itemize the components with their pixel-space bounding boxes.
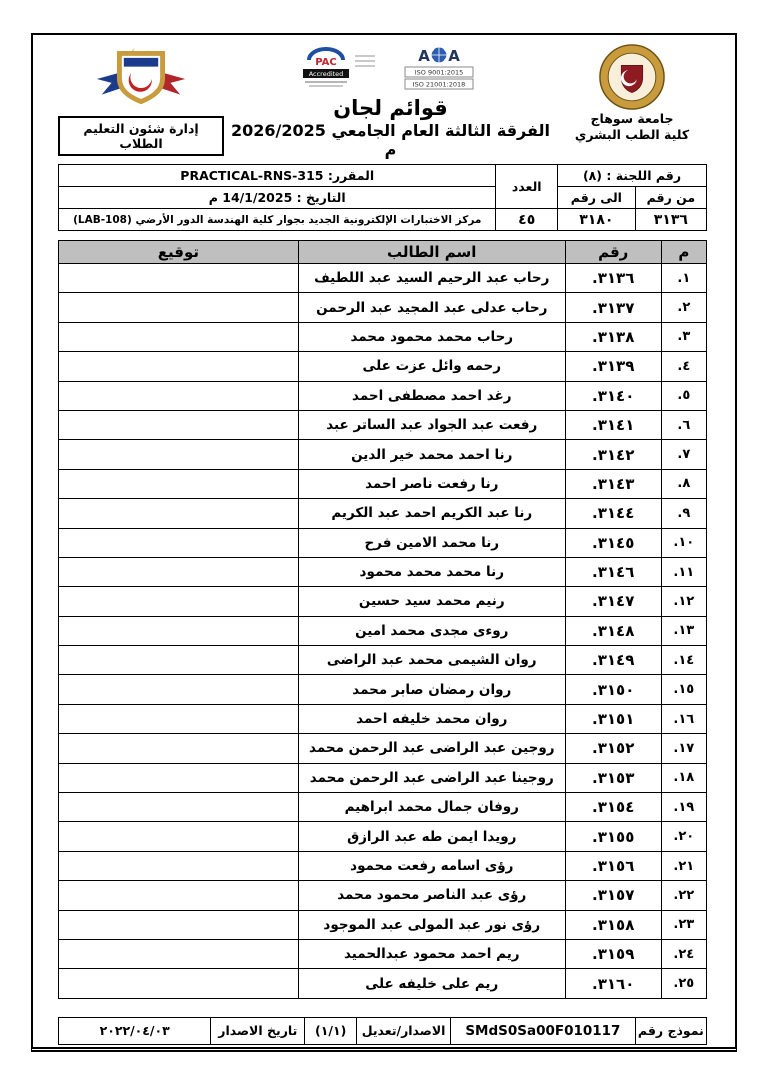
student-number: ٣١٦٠. <box>565 969 661 998</box>
signature-cell <box>59 675 299 704</box>
student-name: رؤى عبد الناصر محمود محمد <box>298 881 565 910</box>
table-row <box>59 763 707 792</box>
student-name: رحمه وائل عزت على <box>298 352 565 381</box>
signature-cell <box>59 646 299 675</box>
student-name: روءى مجدى محمد امين <box>298 616 565 645</box>
student-name: رغد احمد مصطفى احمد <box>298 381 565 410</box>
student-name: رفعت عبد الجواد عبد الساتر عبد <box>298 410 565 439</box>
name-column-header: اسم الطالب <box>298 241 565 264</box>
signature-cell <box>59 264 299 293</box>
exam-location: مركز الاختبارات الإلكترونية الجديد بجوار كلية الهندسة الدور الأرضي (LAB-108) <box>59 209 496 231</box>
serial-number: ٢٠. <box>661 822 706 851</box>
student-name: روجين عبد الراضى عبد الرحمن محمد <box>298 734 565 763</box>
university-block <box>557 43 707 142</box>
student-number: ٣١٤١. <box>565 410 661 439</box>
serial-number: ٢٥. <box>661 969 706 998</box>
sohag-university-logo-icon <box>598 43 666 111</box>
signature-cell <box>59 881 299 910</box>
student-name: رنا محمد الامين فرح <box>298 528 565 557</box>
student-number: ٣١٥٨. <box>565 910 661 939</box>
version-label: الاصدار/تعديل <box>357 1017 451 1044</box>
title-block <box>224 43 557 159</box>
serial-number: ١٣. <box>661 616 706 645</box>
serial-number: ٢. <box>661 293 706 322</box>
signature-cell <box>59 939 299 968</box>
serial-number: ١٦. <box>661 704 706 733</box>
serial-number: ٤. <box>661 352 706 381</box>
student-name: روان رمضان صابر محمد <box>298 675 565 704</box>
footer-bar <box>58 1017 707 1045</box>
table-row <box>59 675 707 704</box>
serial-number: ٢٤. <box>661 939 706 968</box>
student-number: ٣١٥٧. <box>565 881 661 910</box>
student-number: ٣١٥٣. <box>565 763 661 792</box>
course-label: المقرر: PRACTICAL-RNS-315 <box>59 165 496 187</box>
table-row <box>59 469 707 498</box>
signature-cell <box>59 851 299 880</box>
student-name: رحاب محمد محمود محمد <box>298 322 565 351</box>
serial-number: ١١. <box>661 557 706 586</box>
student-number: ٣١٣٦. <box>565 264 661 293</box>
department-label: إدارة شئون التعليم الطلاب <box>58 116 224 156</box>
signature-cell <box>59 528 299 557</box>
table-row <box>59 322 707 351</box>
table-row <box>59 381 707 410</box>
student-number: ٣١٥٦. <box>565 851 661 880</box>
signature-cell <box>59 293 299 322</box>
signature-cell <box>59 440 299 469</box>
table-row <box>59 851 707 880</box>
signature-cell <box>59 704 299 733</box>
student-name: روان الشيمى محمد عبد الراضى <box>298 646 565 675</box>
serial-number: ١٤. <box>661 646 706 675</box>
serial-number: ١٥. <box>661 675 706 704</box>
student-name: رؤى نور عبد المولى عبد الموجود <box>298 910 565 939</box>
to-number-label: الى رقم <box>557 187 635 209</box>
table-row <box>59 616 707 645</box>
table-row <box>59 410 707 439</box>
signature-cell <box>59 822 299 851</box>
table-header-row <box>59 241 707 264</box>
serial-number: ٣. <box>661 322 706 351</box>
student-name: رنا عبد الكريم احمد عبد الكريم <box>298 499 565 528</box>
pac-accreditation-logo-icon <box>297 45 379 91</box>
student-name: رنيم محمد سيد حسين <box>298 587 565 616</box>
table-row <box>59 587 707 616</box>
student-number: ٣١٥٤. <box>565 793 661 822</box>
page-frame <box>31 33 737 1052</box>
aja-letter-left: A <box>417 47 430 65</box>
iso-21001-label: ISO 21001:2018 <box>412 80 465 89</box>
table-row <box>59 646 707 675</box>
university-name: جامعة سوهاج <box>590 111 674 126</box>
signature-cell <box>59 734 299 763</box>
signature-column-header: توقيع <box>59 241 299 264</box>
signature-cell <box>59 969 299 998</box>
student-name: روفان جمال محمد ابراهيم <box>298 793 565 822</box>
signature-cell <box>59 557 299 586</box>
signature-cell <box>59 352 299 381</box>
count-value: ٤٥ <box>496 209 558 231</box>
table-row <box>59 528 707 557</box>
accreditation-logos <box>224 45 557 93</box>
page-title: قوائم لجان <box>333 96 448 120</box>
committee-number: رقم اللجنة : (٨) <box>557 165 706 187</box>
student-name: رنا محمد محمد محمود <box>298 557 565 586</box>
from-number-value: ٣١٣٦ <box>635 209 706 231</box>
count-label: العدد <box>496 165 558 209</box>
student-name: رؤى اسامه رفعت محمود <box>298 851 565 880</box>
form-number-code: SMdS0Sa00F010117 <box>451 1017 636 1044</box>
signature-cell <box>59 587 299 616</box>
table-row <box>59 881 707 910</box>
table-row <box>59 939 707 968</box>
serial-number: ١٢. <box>661 587 706 616</box>
student-number: ٣١٤٠. <box>565 381 661 410</box>
iso-9001-label: ISO 9001:2015 <box>414 68 463 77</box>
aja-letter-right: A <box>447 47 460 65</box>
signature-cell <box>59 793 299 822</box>
student-affairs-block <box>58 43 224 156</box>
student-number: ٣١٥٥. <box>565 822 661 851</box>
aja-accreditation-logo-icon <box>393 45 485 93</box>
page-subtitle: الفرقة الثالثة العام الجامعي 2026/2025 م <box>230 121 550 159</box>
table-row <box>59 293 707 322</box>
student-name: رنا احمد محمد خير الدين <box>298 440 565 469</box>
table-row <box>59 793 707 822</box>
student-number: ٣١٥٩. <box>565 939 661 968</box>
header <box>58 43 707 159</box>
serial-number: ٨. <box>661 469 706 498</box>
student-number: ٣١٤٣. <box>565 469 661 498</box>
serial-number: ٢٢. <box>661 881 706 910</box>
student-affairs-logo-icon <box>87 43 195 109</box>
student-number: ٣١٣٨. <box>565 322 661 351</box>
student-name: روجينا عبد الراضى عبد الرحمن محمد <box>298 763 565 792</box>
student-number: ٣١٤٨. <box>565 616 661 645</box>
issue-date-label: تاريخ الاصدار <box>211 1017 305 1044</box>
signature-cell <box>59 469 299 498</box>
table-row <box>59 440 707 469</box>
serial-number: ٢١. <box>661 851 706 880</box>
student-number: ٣١٤٧. <box>565 587 661 616</box>
student-name: رويدا ايمن طه عبد الرازق <box>298 822 565 851</box>
student-number: ٣١٤٢. <box>565 440 661 469</box>
issue-date-value: ٢٠٢٢/٠٤/٠٣ <box>59 1017 211 1044</box>
table-row <box>59 969 707 998</box>
student-name: ريم على خليفه على <box>298 969 565 998</box>
table-row <box>59 557 707 586</box>
exam-date: التاريخ : 14/1/2025 م <box>59 187 496 209</box>
table-row <box>59 822 707 851</box>
version-value: (١/١) <box>305 1017 357 1044</box>
signature-cell <box>59 499 299 528</box>
serial-number: ٥. <box>661 381 706 410</box>
students-table <box>58 240 707 999</box>
signature-cell <box>59 910 299 939</box>
student-number: ٣١٤٥. <box>565 528 661 557</box>
student-number: ٣١٥١. <box>565 704 661 733</box>
serial-number: ١٩. <box>661 793 706 822</box>
serial-number: ١٠. <box>661 528 706 557</box>
table-row <box>59 264 707 293</box>
serial-number: ١٧. <box>661 734 706 763</box>
student-rows <box>59 264 707 999</box>
serial-number: ١٨. <box>661 763 706 792</box>
student-number: ٣١٤٩. <box>565 646 661 675</box>
serial-number: ٧. <box>661 440 706 469</box>
from-number-label: من رقم <box>635 187 706 209</box>
table-row <box>59 499 707 528</box>
student-name: ريم احمد محمود عبدالحميد <box>298 939 565 968</box>
serial-number: ٦. <box>661 410 706 439</box>
student-name: رحاب عدلى عبد المجيد عبد الرحمن <box>298 293 565 322</box>
signature-cell <box>59 322 299 351</box>
student-name: رحاب عبد الرحيم السيد عبد اللطيف <box>298 264 565 293</box>
serial-number: ٢٣. <box>661 910 706 939</box>
signature-cell <box>59 381 299 410</box>
table-row <box>59 704 707 733</box>
pac-letters: PAC <box>314 57 337 68</box>
faculty-name: كلية الطب البشري <box>574 126 690 142</box>
student-number: ٣١٤٦. <box>565 557 661 586</box>
student-number: ٣١٣٩. <box>565 352 661 381</box>
student-number: ٣١٣٧. <box>565 293 661 322</box>
table-row <box>59 910 707 939</box>
signature-cell <box>59 410 299 439</box>
table-row <box>59 734 707 763</box>
serial-column-header: م <box>661 241 706 264</box>
signature-cell <box>59 616 299 645</box>
student-number: ٣١٤٤. <box>565 499 661 528</box>
accredited-label: Accredited <box>308 70 343 78</box>
student-name: رنا رفعت ناصر احمد <box>298 469 565 498</box>
student-name: روان محمد خليفه احمد <box>298 704 565 733</box>
signature-cell <box>59 763 299 792</box>
to-number-value: ٣١٨٠ <box>557 209 635 231</box>
student-number: ٣١٥٢. <box>565 734 661 763</box>
serial-number: ٩. <box>661 499 706 528</box>
serial-number: ١. <box>661 264 706 293</box>
student-number: ٣١٥٠. <box>565 675 661 704</box>
committee-info-table <box>58 164 707 231</box>
form-number-label: نموذج رقم <box>635 1017 706 1044</box>
number-column-header: رقم <box>565 241 661 264</box>
table-row <box>59 352 707 381</box>
